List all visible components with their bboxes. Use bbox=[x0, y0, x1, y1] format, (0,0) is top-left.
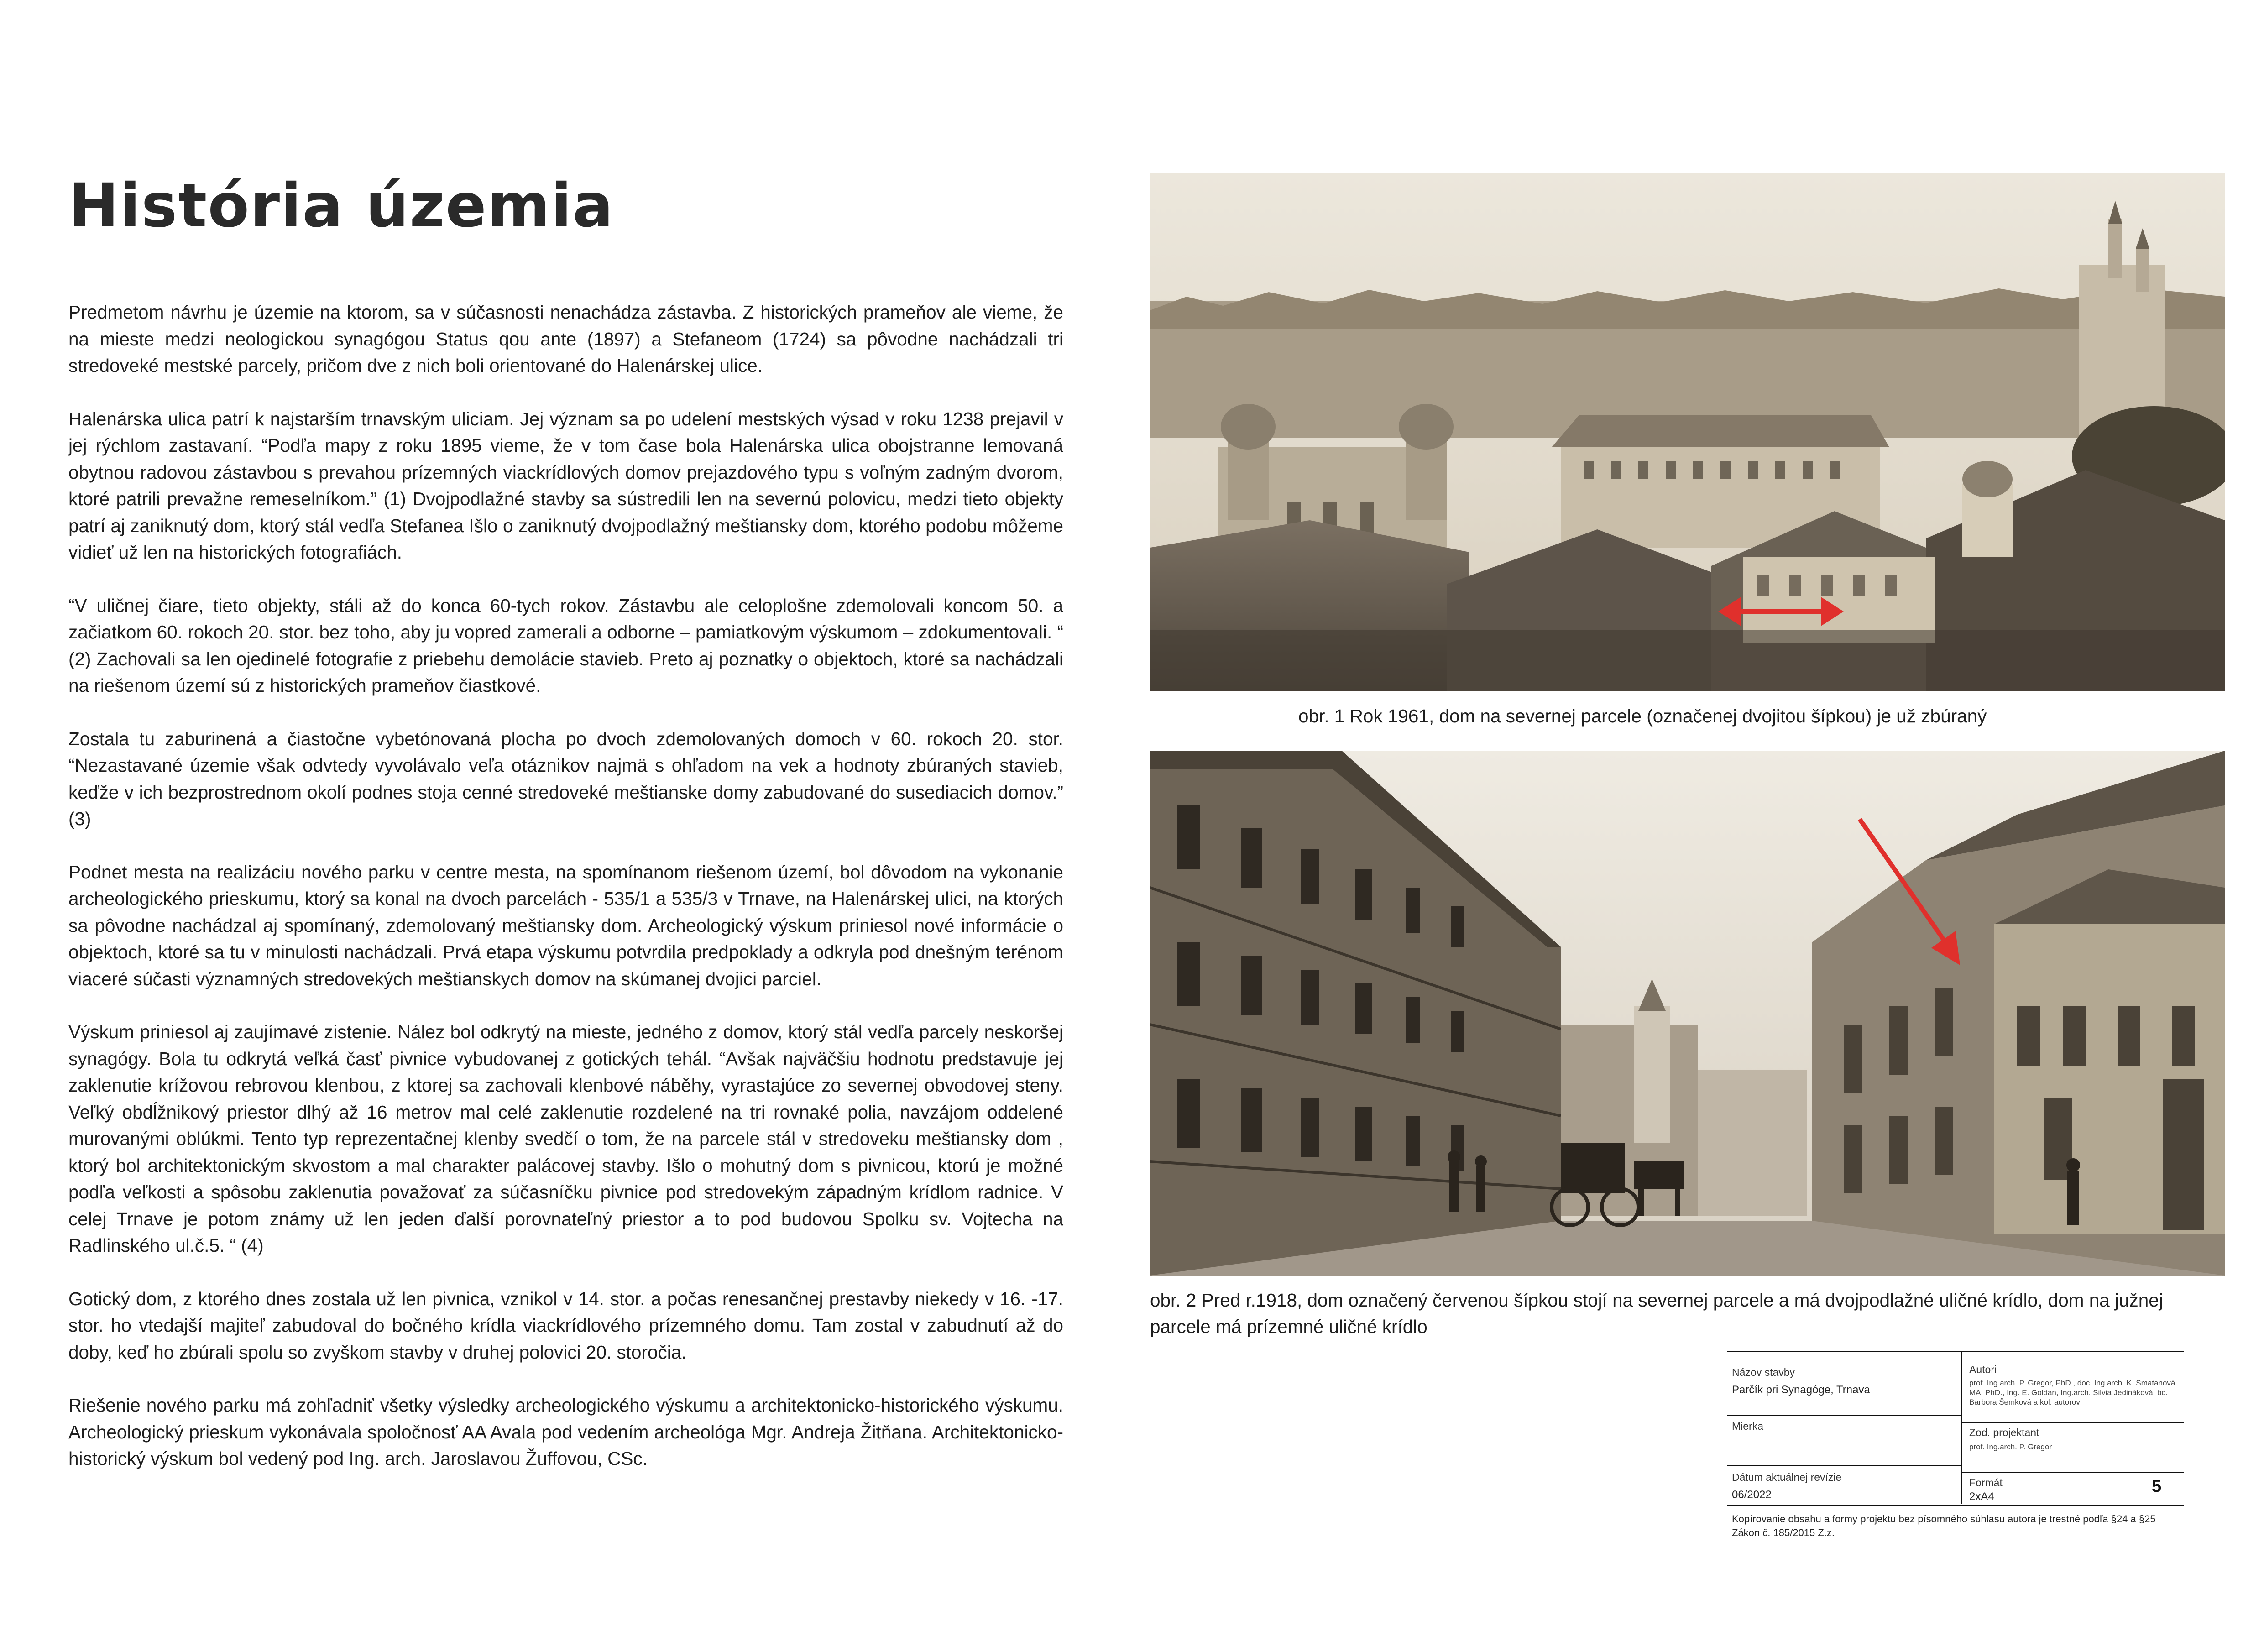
paragraph-4: Zostala tu zaburinená a čiastočne vybetónovaná plocha po dvoch zdemolovaných domoch v 60. rokoch 20. stor. “Nezastavané územie však odvtedy vyvolávalo veľa otáznikov najmä s ohľadom na vek a hodnoty zbúraných stavieb, keďže v ich bezprostrednom okolí podnes stoja cenné stredoveké meštianske domy zabudované do susediacich domov.” (3) bbox=[68, 728, 1063, 829]
body-text bbox=[68, 299, 1063, 1499]
authors-label: Autori bbox=[1969, 1364, 1997, 1375]
responsible-value: prof. Ing.arch. P. Gregor bbox=[1969, 1443, 2052, 1451]
format-label: Formát bbox=[1969, 1477, 2003, 1489]
project-value: Parčík pri Synagóge, Trnava bbox=[1732, 1384, 1870, 1396]
figure-1-caption: obr. 1 Rok 1961, dom na severnej parcele (označenej dvojitou šípkou) je už zbúraný bbox=[1298, 706, 1987, 727]
responsible-label: Zod. projektant bbox=[1969, 1427, 2039, 1438]
figure-2-caption: obr. 2 Pred r.1918, dom označený červenou šípkou stojí na severnej parcele a má dvojpodlažné uličné krídlo, dom na južnej parcele má prízemné uličné krídlo bbox=[1150, 1290, 2163, 1337]
authors-value: prof. Ing.arch. P. Gregor, PhD., doc. Ing.arch. K. Smatanová MA, PhD., Ing. E. Goldan, Ing.arch. Silvia Jedináková, bc. Barbora Šemková a kol. autorov bbox=[1969, 1379, 2175, 1406]
historic-photo-1961 bbox=[1150, 173, 2225, 691]
project-label: Názov stavby bbox=[1732, 1366, 1795, 1378]
paragraph-8: Riešenie nového parku má zohľadniť všetky výsledky archeologického výskumu a architektonicko-historického výskumu. Archeologický prieskum vykonávala spoločnosť AA Avala pod vedením archeológa Mgr. Andreja Žitňana. Architektonicko-historický výskum bol vedený pod Ing. arch. Jaroslavou Žuffovou, CSc. bbox=[68, 1395, 1063, 1469]
format-value: 2xA4 bbox=[1969, 1490, 1994, 1503]
paragraph-3: “V uličnej čiare, tieto objekty, stáli až do konca 60-tych rokov. Zástavbu ale celoplošne zdemolovali koncom 50. a začiatkom 60. rokoch 20. stor. bez toho, aby ju vopred zamerali a odborne – pamiatkovým výskumom – zdokumentovali. “ (2) Zachovali sa len ojedinelé fotografie z priebehu demolácie stavieb. Preto aj poznatky o objektoch, ktoré sa nachádzali na riešenom území sú z historických prameňov čiastkové. bbox=[68, 595, 1063, 696]
scale-label: Mierka bbox=[1732, 1420, 1764, 1432]
paragraph-7: Gotický dom, z ktorého dnes zostala už len pivnica, vznikol v 14. stor. a počas renesančnej prestavby niekedy v 16. -17. stor. ho vtedajší majiteľ zabudoval do bočného krídla viackrídlového prízemného domu. Tam zostal v zabudnutí až do doby, keď ho zbúrali spolu so zvyškom stavby v druhej polovici 20. storočia. bbox=[68, 1288, 1063, 1363]
paragraph-5: Podnet mesta na realizáciu nového parku v centre mesta, na spomínanom riešenom území, bol dôvodom na vykonanie archeologického prieskumu, ktorý sa konal na dvoch parcelách - 535/1 a 535/3 v Trnave, na Halenárskej ulici, na ktorých sa pôvodne nachádzal aj spomínaný, zdemolovaný meštiansky dom. Archeologický výskum priniesol nové informácie o objektoch, ktoré sa tu v minulosti nachádzali. Prvá etapa výskumu potvrdila predpoklady a odkryla pod dnešným terénom viaceré súčasti významných stredovekých meštianskych domov na skúmanej dvojici parciel. bbox=[68, 861, 1063, 989]
paragraph-1: Predmetom návrhu je územie na ktorom, sa v súčasnosti nenachádza zástavba. Z historických prameňov ale vieme, že na mieste medzi neologickou synagógou Status qou ante (1897) a Stefaneom (1724) sa pôvodne nachádzali tri stredoveké mestské parcely, pričom dve z nich boli orientované do Halenárskej ulice. bbox=[68, 302, 1063, 376]
page-number: 5 bbox=[2152, 1477, 2162, 1496]
page-title: História územia bbox=[68, 171, 614, 241]
title-block bbox=[1727, 1351, 2202, 1652]
date-label: Dátum aktuálnej revízie bbox=[1732, 1471, 1842, 1483]
date-value: 06/2022 bbox=[1732, 1489, 1772, 1501]
paragraph-6: Výskum priniesol aj zaujímavé zistenie. Nález bol odkrytý na mieste, jedného z domov, ktorý stál vedľa parcely neskoršej synagógy. Bola tu odkrytá veľká časť pivnice vybudovanej z gotických tehál. “Avšak najväčšiu hodnotu predstavuje jej zaklenutie krížovou rebrovou klenbou, z ktorej sa zachovali klenbové náběhy, vyrastajúce zo severnej obvodovej steny. Veľký obdĺžnikový priestor dlhý až 16 metrov mal celé zaklenutie rozdelené na tri rovnaké polia, navzájom oddelené murovanými oblúkmi. Tento typ reprezentačnej klenby svedčí o tom, že na parcele stál v stredoveku meštiansky dom , ktorý bol architektonickým skvostom a mal charakter palácovej stavby. Išlo o mohutný dom s pivnicou, ktorú je možné podľa veľkosti a spôsobu zaklenutia považovať za súčasníčku pivnice pod stredovekým západným krídlom radnice. V celej Trnave je potom známy už len jeden ďalší porovnateľný priestor a to pod budovou Spolku sv. Vojtecha na Radlinského ul.č.5. “ (4) bbox=[68, 1021, 1063, 1256]
paragraph-2: Halenárska ulica patrí k najstarším trnavským uliciam. Jej význam sa po udelení mestských výsad v roku 1238 prejavil v jej rýchlom zastavaní. “Podľa mapy z roku 1895 vieme, že v tom čase bola Halenárska ulica obojstranne lemovaná obytnou radovou zástavbou s prevahou prízemných viackrídlových domov prejazdového typu s voľným zadným dvorom, ktoré patrili prevažne remeselníkom.” (1) Dvojpodlažné stavby sa sústredili len na severnú polovicu, medzi tieto objekty patrí aj zaniknutý dom, ktorý stál vedľa Stefanea Išlo o zaniknutý dvojpodlažný meštiansky dom, ktorého podobu môžeme vidieť už len na historických fotografiách. bbox=[68, 408, 1063, 563]
copyright-note: Kopírovanie obsahu a formy projektu bez písomného súhlasu autora je trestné podľa §24 a §25 Zákon č. 185/2015 Z.z. bbox=[1732, 1513, 2156, 1538]
historic-photo-street bbox=[1150, 751, 2225, 1276]
